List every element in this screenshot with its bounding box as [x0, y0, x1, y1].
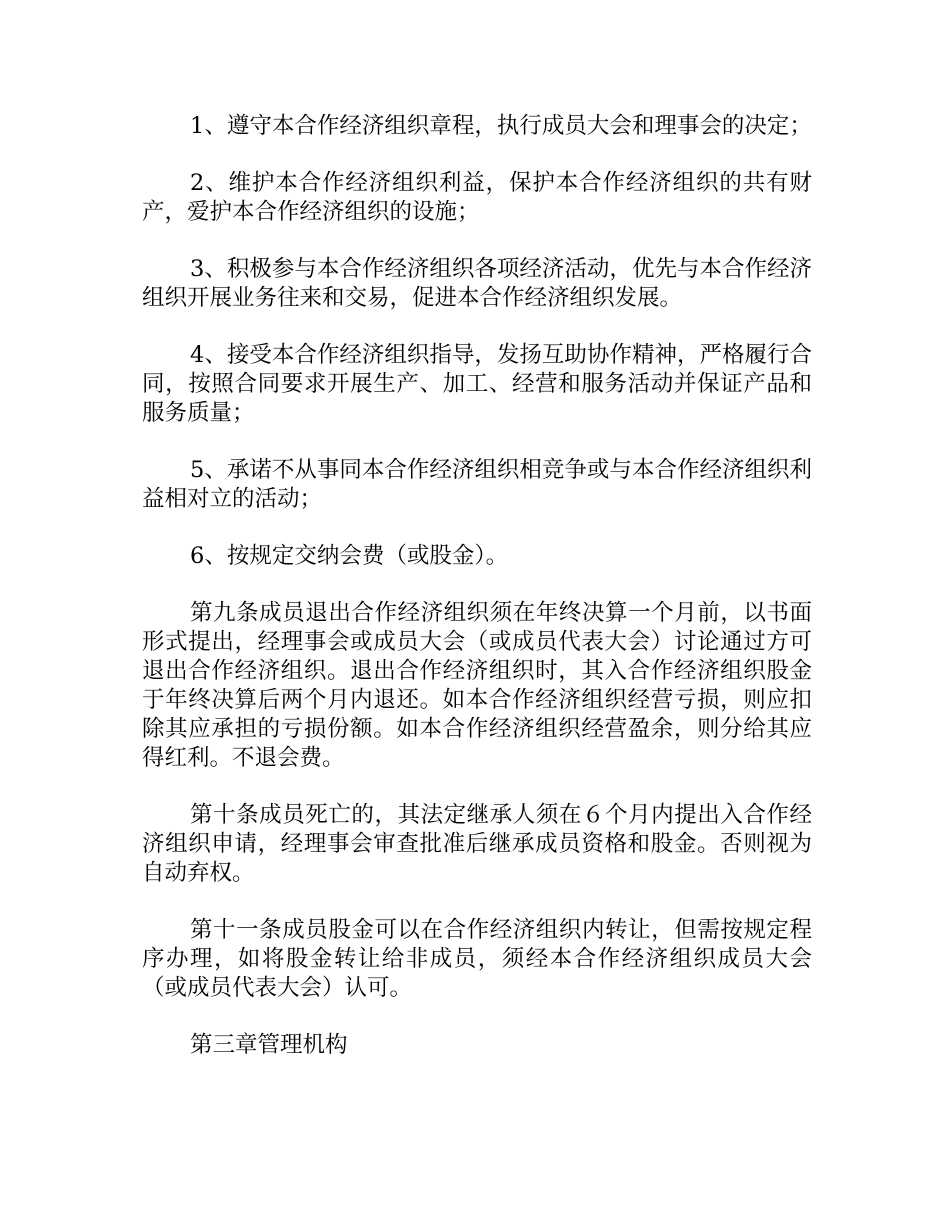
document-body — [142, 112, 812, 1060]
paragraph-duty-6: 6、按规定交纳会费（或股金）。 — [190, 543, 509, 569]
paragraph-article-9: 第九条成员退出合作经济组织须在年终决算一个月前，以书面形式提出，经理事会或成员大会（或成员代表大会）讨论通过方可退出合作经济组织。退出合作经济组织时，其入合作经济组织股金于年终决算后两个月内退还。如本合作经济组织经营亏损，则应扣除其应承担的亏损份额。如本合作经济组织经营盈余，则分给其应得红利。不退会费。 — [142, 600, 812, 771]
paragraph-duty-3: 3、积极参与本合作经济组织各项经济活动，优先与本合作经济组织开展业务往来和交易，促进本合作经济组织发展。 — [142, 256, 812, 311]
paragraph-duty-5: 5、承诺不从事同本合作经济组织相竞争或与本合作经济组织利益相对立的活动； — [142, 457, 812, 512]
chapter-heading: 第三章管理机构 — [190, 1032, 348, 1058]
paragraph-article-10: 第十条成员死亡的，其法定继承人须在６个月内提出入合作经济组织申请，经理事会审查批准后继承成员资格和股金。否则视为自动弃权。 — [142, 802, 812, 886]
paragraph-article-11: 第十一条成员股金可以在合作经济组织内转让，但需按规定程序办理，如将股金转让给非成员，须经本合作经济组织成员大会（或成员代表大会）认可。 — [142, 917, 812, 1001]
paragraph-duty-1: 1、遵守本合作经济组织章程，执行成员大会和理事会的决定； — [190, 113, 812, 139]
paragraph-duty-2: 2、维护本合作经济组织利益，保护本合作经济组织的共有财产，爱护本合作经济组织的设施； — [142, 170, 812, 225]
paragraph-duty-4: 4、接受本合作经济组织指导，发扬互助协作精神，严格履行合同，按照合同要求开展生产、加工、经营和服务活动并保证产品和服务质量； — [142, 342, 812, 426]
